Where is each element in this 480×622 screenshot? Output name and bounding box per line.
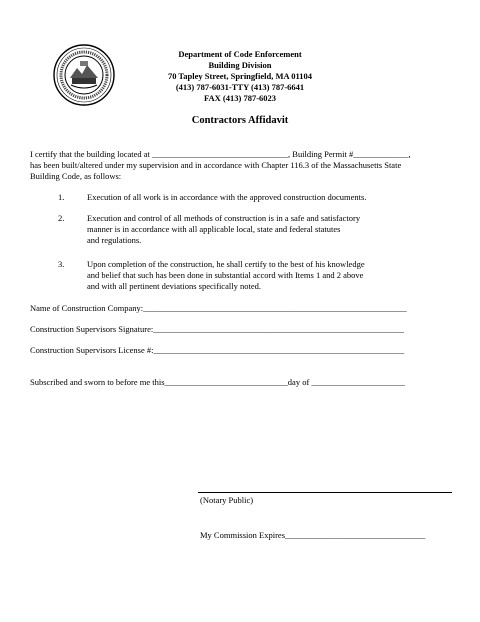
item-2-line-2: manner is in accordance with all applicable local, state and federal statutes xyxy=(87,224,341,234)
notary-signature-line[interactable] xyxy=(198,492,452,493)
certify-line-1: I certify that the building located at ________________________________, Building Permit #_____________, xyxy=(30,149,411,159)
supervisor-signature-field[interactable]: Construction Supervisors Signature:___________________________________________________________ xyxy=(30,324,404,334)
fax-number: FAX (413) 787-6023 xyxy=(203,93,277,103)
item-number-2: 2. xyxy=(58,213,65,223)
company-name-field[interactable]: Name of Construction Company:______________________________________________________________ xyxy=(30,303,407,313)
certify-line-2: has been built/altered under my supervision and in accordance with Chapter 116.3 of the Massachusetts State xyxy=(30,160,402,170)
city-seal-image xyxy=(53,44,115,106)
item-3-line-1: Upon completion of the construction, he shall certify to the best of his knowledge xyxy=(87,259,365,269)
item-2-line-1: Execution and control of all methods of construction is in a safe and satisfactory xyxy=(87,213,361,223)
notary-public-label: (Notary Public) xyxy=(200,495,254,505)
certify-line-3: Building Code, as follows: xyxy=(30,171,122,181)
supervisor-license-field[interactable]: Construction Supervisors License #:___________________________________________________________ xyxy=(30,345,405,355)
item-1-line-1: Execution of all work is in accordance with the approved construction documents. xyxy=(87,192,367,202)
item-number-3: 3. xyxy=(58,259,65,269)
commission-expires-field[interactable]: My Commission Expires_________________________________ xyxy=(200,530,426,540)
item-3-line-2: and belief that such has been done in substantial accord with Items 1 and 2 above xyxy=(87,270,364,280)
page-title: Contractors Affidavit xyxy=(191,115,289,126)
item-3-line-3: and with all pertinent deviations specifically noted. xyxy=(87,281,261,291)
address: 70 Tapley Street, Springfield, MA 01104 xyxy=(167,71,313,81)
sworn-statement-field[interactable]: Subscribed and sworn to before me this_____________________________day of ______________________ xyxy=(30,377,405,387)
item-2-line-3: and regulations. xyxy=(87,235,142,245)
department-name: Department of Code Enforcement xyxy=(178,49,302,59)
item-number-1: 1. xyxy=(58,192,65,202)
phone-numbers: (413) 787-6031-TTY (413) 787-6641 xyxy=(175,82,305,92)
division-name: Building Division xyxy=(208,60,272,70)
